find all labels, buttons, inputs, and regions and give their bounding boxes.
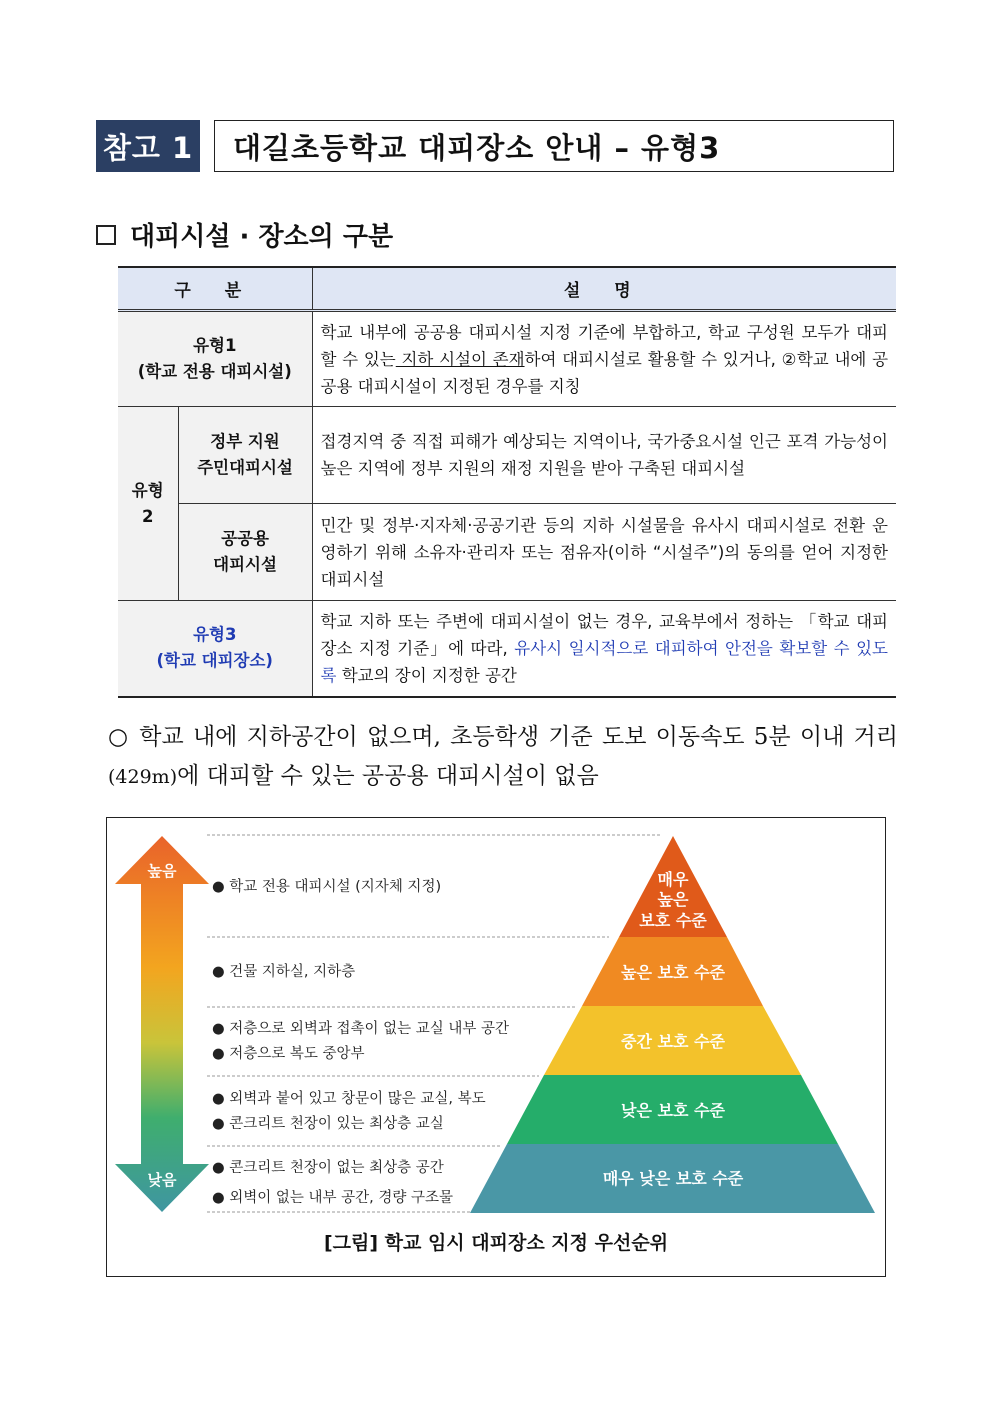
type3-desc-b: 학교의 장이 지정한 공간 xyxy=(336,665,517,685)
type2-name-b: 2 xyxy=(142,506,154,526)
type3-name: 유형3 xyxy=(193,625,237,645)
type2-label xyxy=(118,407,178,601)
section-heading xyxy=(96,216,393,253)
level-very-low-label: 매우 낮은 보호 수준 xyxy=(602,1169,744,1188)
classification-table xyxy=(118,266,896,698)
list-item: ● 건물 지하실, 지하층 xyxy=(212,964,356,980)
priority-figure xyxy=(106,817,886,1277)
level-top-a: 매우 xyxy=(657,870,689,889)
type1-desc-b: 하여 대피시설로 활용할 수 있거나, ②학교 내에 공공용 대피시설이 지정된 경우를 지칭 xyxy=(320,349,889,396)
type1-sub: (학교 전용 대피시설) xyxy=(137,362,292,381)
type2-name-a: 유형 xyxy=(131,480,164,500)
arrow-top-label: 높음 xyxy=(147,862,177,880)
priority-diagram xyxy=(107,818,887,1278)
level-top-c: 보호 수준 xyxy=(639,911,707,930)
bullet-text-a: 학교 내에 지하공간이 없으며, 초등학생 기준 도보 이동속도 5분 이내 거리 xyxy=(139,724,898,750)
type3-label xyxy=(118,601,312,697)
type1-name: 유형1 xyxy=(193,336,237,355)
list-item: ● 외벽과 붙어 있고 창문이 많은 교실, 복도 xyxy=(212,1091,486,1107)
type2-public-label-a: 공공용 xyxy=(221,529,269,548)
figure-caption: [그림] 학교 임시 대피장소 지정 우선순위 xyxy=(323,1232,669,1254)
table-header-row xyxy=(118,267,896,311)
level-medium-label: 중간 보호 수준 xyxy=(621,1032,725,1051)
bullet-distance: (429m) xyxy=(108,766,178,788)
type1-desc-underline: 지하 시설이 존재 xyxy=(395,349,525,369)
type3-desc-a: 학교 지하 또는 주변에 대피시설이 없는 경우, 교육부에서 정하는 「학교 대피장소 지정 기준」에 따라, xyxy=(320,611,888,658)
type2-public-description: 민간 및 정부·지자체·공공기관 등의 지하 시설물을 유사시 대피시설로 전환 운영하기 위해 소유자·관리자 또는 점유자(이하 “시설주”)의 동의를 얻어 지정한 대피시설 xyxy=(312,504,896,601)
list-item: ● 콘크리트 천장이 없는 최상층 공간 xyxy=(212,1160,444,1176)
table-row-type2-gov xyxy=(118,407,896,504)
list-item: ● 외벽이 없는 내부 공간, 경량 구조물 xyxy=(212,1190,454,1206)
type2-gov-description: 접경지역 중 직접 피해가 예상되는 지역이나, 국가중요시설 인근 포격 가능성이 높은 지역에 정부 지원의 재정 지원을 받아 구축된 대피시설 xyxy=(312,407,896,504)
list-item: ● 저층으로 외벽과 접촉이 없는 교실 내부 공간 xyxy=(212,1021,510,1037)
bullet-paragraph xyxy=(108,718,898,797)
header-description: 설 명 xyxy=(312,267,896,311)
reference-tag: 참고 1 xyxy=(96,120,200,172)
list-item: ● 학교 전용 대피시설 (지자체 지정) xyxy=(212,879,442,895)
checkbox-square-icon xyxy=(96,225,116,245)
page-title: 대길초등학교 대피장소 안내 – 유형3 xyxy=(214,120,894,172)
list-item: ● 저층으로 복도 중앙부 xyxy=(212,1046,365,1062)
bullet-text-b: 에 대피할 수 있는 공공용 대피시설이 없음 xyxy=(177,763,599,789)
type1-description xyxy=(312,311,896,407)
header-category: 구 분 xyxy=(118,267,312,311)
section-title: 대피시설 · 장소의 구분 xyxy=(130,222,394,252)
table-row-type2-public xyxy=(118,504,896,601)
type3-sub: (학교 대피장소) xyxy=(156,651,273,671)
type2-public-label-b: 대피시설 xyxy=(213,555,277,574)
bullet-icon: ○ xyxy=(108,724,131,750)
arrow-bottom-label: 낮음 xyxy=(147,1171,177,1189)
priority-arrow-icon xyxy=(115,836,209,1212)
list-item: ● 콘크리트 천장이 있는 최상층 교실 xyxy=(212,1116,444,1132)
table-row-type1 xyxy=(118,311,896,407)
type3-desc-highlight: 유사시 일시적으로 대피하여 안전을 확보할 수 있도록 xyxy=(320,638,888,685)
type2-public-label xyxy=(178,504,312,601)
type2-gov-label xyxy=(178,407,312,504)
level-high-label: 높은 보호 수준 xyxy=(621,963,725,982)
level-top-b: 높은 xyxy=(657,890,689,909)
type2-gov-label-a: 정부 지원 xyxy=(210,432,280,451)
type3-description xyxy=(312,601,896,697)
type2-gov-label-b: 주민대피시설 xyxy=(197,458,293,477)
type1-label xyxy=(118,311,312,407)
type1-desc-a: 학교 내부에 공공용 대피시설 지정 기준에 부합하고, 학교 구성원 모두가 대피할 수 있는 xyxy=(320,322,888,369)
level-low-label: 낮은 보호 수준 xyxy=(621,1101,725,1120)
table-row-type3 xyxy=(118,601,896,697)
